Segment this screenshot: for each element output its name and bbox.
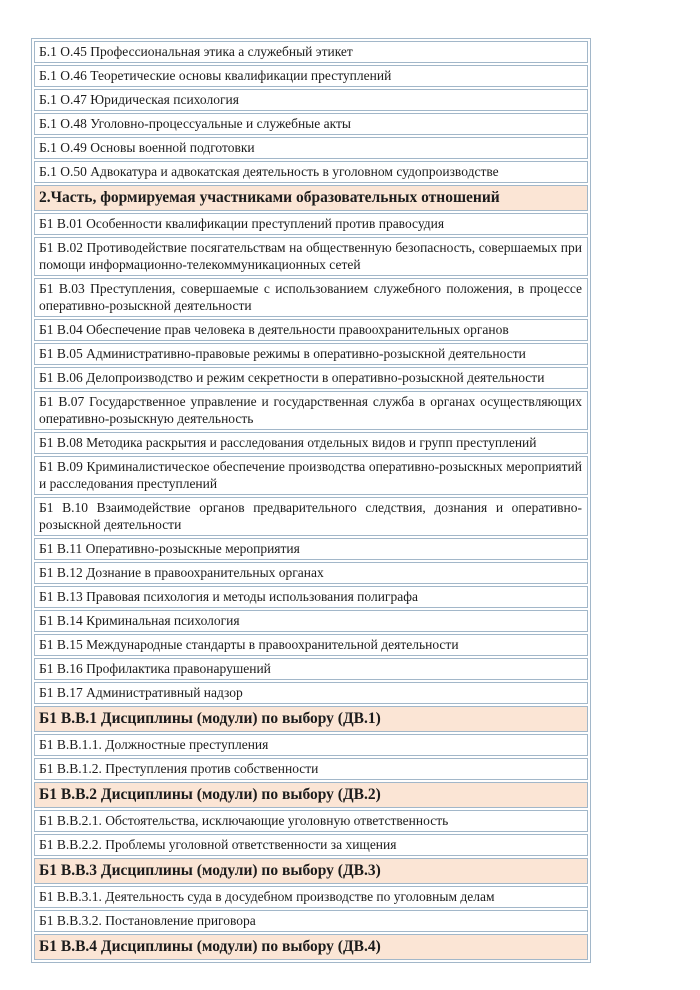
table-row: Б1 В.В.3.2. Постановление приговора [34,910,588,932]
table-row: Б1 В.В.2.2. Проблемы уголовной ответственности за хищения [34,834,588,856]
table-row: Б1 В.В.3.1. Деятельность суда в досудебном производстве по уголовным делам [34,886,588,908]
table-row: Б1 В.08 Методика раскрытия и расследования отдельных видов и групп преступлений [34,432,588,454]
table-row: Б1 В.13 Правовая психология и методы использования полиграфа [34,586,588,608]
section-header-row: 2.Часть, формируемая участниками образовательных отношений [34,185,588,211]
table-row: Б1 В.09 Криминалистическое обеспечение производства оперативно-розыскных мероприятий и расследования преступлений [34,456,588,495]
section-header-row: Б1 В.В.2 Дисциплины (модули) по выбору (ДВ.2) [34,782,588,808]
table-row: Б1 В.В.1.2. Преступления против собственности [34,758,588,780]
table-row: Б1 В.В.2.1. Обстоятельства, исключающие уголовную ответственность [34,810,588,832]
table-row: Б1 В.В.1.1. Должностные преступления [34,734,588,756]
table-row: Б1 В.12 Дознание в правоохранительных органах [34,562,588,584]
table-row: Б.1 О.45 Профессиональная этика а служебный этикет [34,41,588,63]
table-row: Б.1 О.49 Основы военной подготовки [34,137,588,159]
table-row: Б1 В.16 Профилактика правонарушений [34,658,588,680]
table-row: Б1 В.14 Криминальная психология [34,610,588,632]
table-row: Б1 В.04 Обеспечение прав человека в деятельности правоохранительных органов [34,319,588,341]
table-row: Б.1 О.50 Адвокатура и адвокатская деятельность в уголовном судопроизводстве [34,161,588,183]
curriculum-table [31,38,591,963]
table-row: Б.1 О.46 Теоретические основы квалификации преступлений [34,65,588,87]
table-row: Б1 В.11 Оперативно-розыскные мероприятия [34,538,588,560]
table-row: Б1 В.07 Государственное управление и государственная служба в органах осуществляющих оперативно-розыскную деятельность [34,391,588,430]
table-row: Б.1 О.48 Уголовно-процессуальные и служебные акты [34,113,588,135]
section-header-row: Б1 В.В.4 Дисциплины (модули) по выбору (ДВ.4) [34,934,588,960]
section-header-row: Б1 В.В.3 Дисциплины (модули) по выбору (ДВ.3) [34,858,588,884]
table-row: Б1 В.17 Административный надзор [34,682,588,704]
table-row: Б1 В.15 Международные стандарты в правоохранительной деятельности [34,634,588,656]
table-row: Б.1 О.47 Юридическая психология [34,89,588,111]
table-row: Б1 В.10 Взаимодействие органов предварительного следствия, дознания и оперативно-розыскной деятельности [34,497,588,536]
table-row: Б1 В.01 Особенности квалификации преступлений против правосудия [34,213,588,235]
table-row: Б1 В.03 Преступления, совершаемые с использованием служебного положения, в процессе оперативно-розыскной деятельности [34,278,588,317]
table-row: Б1 В.06 Делопроизводство и режим секретности в оперативно-розыскной деятельности [34,367,588,389]
table-row: Б1 В.05 Административно-правовые режимы в оперативно-розыскной деятельности [34,343,588,365]
section-header-row: Б1 В.В.1 Дисциплины (модули) по выбору (ДВ.1) [34,706,588,732]
table-row: Б1 В.02 Противодействие посягательствам на общественную безопасность, совершаемых при помощи информационно-телекоммуникационных сетей [34,237,588,276]
